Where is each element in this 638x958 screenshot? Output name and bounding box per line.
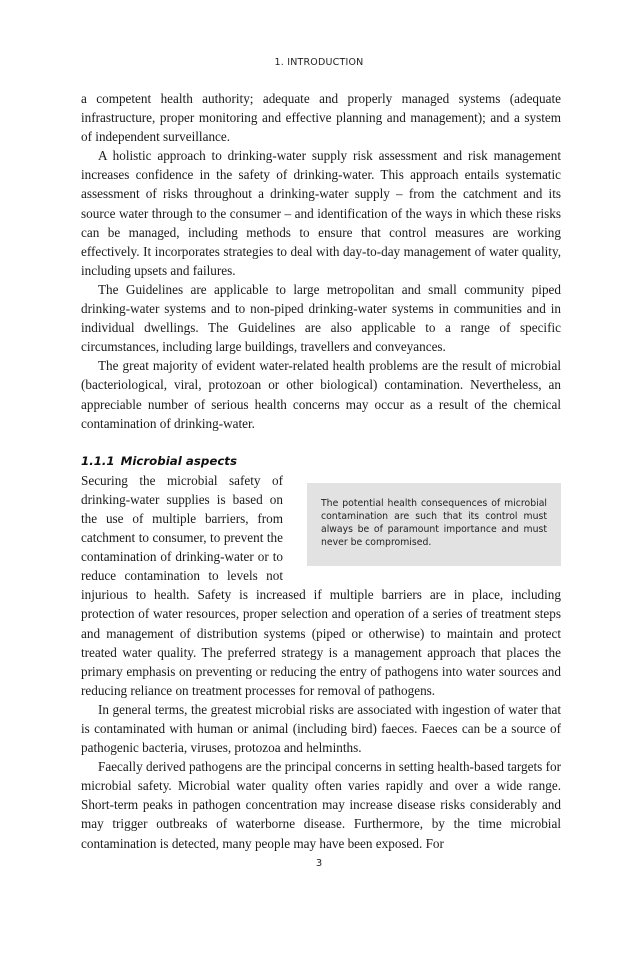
body-text	[81, 89, 561, 853]
section-number: 1.1.1	[81, 453, 115, 468]
page-number: 3	[315, 858, 323, 869]
callout-box: The potential health consequences of microbial contamination are such that its control must always be of paramount importance and must never be compromised.	[307, 483, 561, 566]
paragraph-microbial-risks: In general terms, the greatest microbial risks are associated with ingestion of water that is contaminated with human or animal (including bird) faeces. Faeces can be a source of pathogenic bacteria, viruses, protozoa and helminths.	[81, 701, 561, 756]
paragraph-guidelines-applicability: The Guidelines are applicable to large metropolitan and small community piped drinking-water systems and to non-piped drinking-water systems in communities and in individual dwellings. The Guidelines are also applicable to a range of specific circumstances, including large buildings, travellers and conveyances.	[81, 281, 561, 355]
running-header: 1. INTRODUCTION	[274, 57, 364, 68]
paragraph-continued: a competent health authority; adequate and properly managed systems (adequate infrastructure, proper monitoring and effective planning and management); and a system of independent surveillance.	[81, 91, 561, 145]
paragraph-holistic-approach: A holistic approach to drinking-water supply risk assessment and risk management increases confidence in the safety of drinking-water. This approach entails systematic assessment of risks throughout a drinking-water supply – from the catchment and its source water through to the consumer – and identification of the ways in which these risks can be managed, including methods to ensure that control measures are working effectively. It incorporates strategies to deal with day-to-day management of water quality, including upsets and failures.	[81, 148, 561, 278]
paragraph-faecal-pathogens: Faecally derived pathogens are the principal concerns in setting health-based targets for microbial safety. Microbial water quality often varies rapidly and over a wide range. Short-term peaks in pathogen concentration may increase disease risks considerably and may trigger outbreaks of waterborne disease. Furthermore, by the time microbial contamination is detected, many people may have been exposed. For	[81, 759, 561, 851]
section-heading	[81, 452, 561, 471]
paragraph-health-problems: The great majority of evident water-related health problems are the result of microbial (bacteriological, viral, protozoan or other biological) contamination. Nevertheless, an appreciable number of serious health concerns may occur as a result of the chemical contamination of drinking-water.	[81, 358, 561, 431]
paragraph-multiple-barriers: Securing the microbial safety of drinking-water supplies is based on the use of multiple barriers, from catchment to consumer, to prevent the contamination of drinking-water or to reduce contamination to levels not injurious to health. Safety is increased if multiple barriers are in place, including protection of water resources, proper selection and operation of a series of treatment steps and management of distribution systems (piped or otherwise) to maintain and protect treated water quality. The preferred strategy is a management approach that places the primary emphasis on preventing or reducing the entry of pathogens into water sources and reducing reliance on treatment processes for removal of pathogens.	[81, 472, 561, 698]
section-title: Microbial aspects	[120, 453, 237, 468]
